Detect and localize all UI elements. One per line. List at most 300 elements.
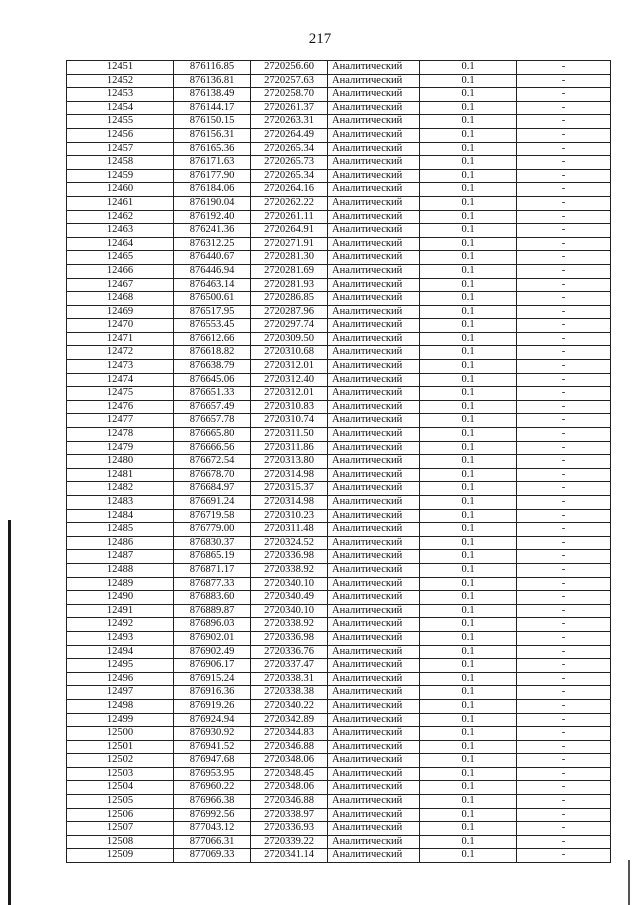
cell-coord-y: 2720348.45	[251, 767, 328, 781]
cell-coord-y: 2720271.91	[251, 237, 328, 251]
cell-point-number: 12500	[67, 727, 174, 741]
table-row	[67, 604, 611, 618]
cell-method: Аналитический	[328, 88, 420, 102]
cell-note: -	[517, 169, 611, 183]
cell-point-number: 12485	[67, 523, 174, 537]
cell-coord-x: 876312.25	[174, 237, 251, 251]
cell-point-number: 12452	[67, 74, 174, 88]
cell-method: Аналитический	[328, 509, 420, 523]
cell-accuracy: 0.1	[420, 305, 517, 319]
table-row	[67, 237, 611, 251]
cell-coord-x: 876177.90	[174, 169, 251, 183]
cell-accuracy: 0.1	[420, 509, 517, 523]
cell-coord-x: 876440.67	[174, 251, 251, 265]
cell-point-number: 12492	[67, 618, 174, 632]
cell-method: Аналитический	[328, 727, 420, 741]
cell-note: -	[517, 251, 611, 265]
cell-coord-x: 876116.85	[174, 61, 251, 75]
cell-point-number: 12509	[67, 849, 174, 863]
cell-coord-y: 2720310.23	[251, 509, 328, 523]
cell-accuracy: 0.1	[420, 849, 517, 863]
cell-coord-x: 876666.56	[174, 441, 251, 455]
cell-note: -	[517, 713, 611, 727]
table-row	[67, 292, 611, 306]
table-row	[67, 468, 611, 482]
cell-accuracy: 0.1	[420, 754, 517, 768]
cell-point-number: 12453	[67, 88, 174, 102]
cell-coord-y: 2720313.80	[251, 455, 328, 469]
cell-coord-y: 2720348.06	[251, 754, 328, 768]
cell-note: -	[517, 61, 611, 75]
cell-point-number: 12484	[67, 509, 174, 523]
cell-point-number: 12482	[67, 482, 174, 496]
cell-point-number: 12456	[67, 128, 174, 142]
cell-method: Аналитический	[328, 699, 420, 713]
cell-coord-y: 2720262.22	[251, 196, 328, 210]
cell-point-number: 12489	[67, 577, 174, 591]
cell-coord-y: 2720339.22	[251, 835, 328, 849]
cell-note: -	[517, 835, 611, 849]
table-row	[67, 781, 611, 795]
cell-method: Аналитический	[328, 414, 420, 428]
cell-point-number: 12488	[67, 563, 174, 577]
cell-coord-y: 2720315.37	[251, 482, 328, 496]
table-row	[67, 400, 611, 414]
cell-coord-y: 2720265.34	[251, 142, 328, 156]
cell-accuracy: 0.1	[420, 795, 517, 809]
table-row	[67, 169, 611, 183]
table-row	[67, 808, 611, 822]
table-row	[67, 278, 611, 292]
cell-coord-y: 2720261.37	[251, 101, 328, 115]
cell-coord-y: 2720336.93	[251, 822, 328, 836]
cell-coord-x: 876877.33	[174, 577, 251, 591]
cell-accuracy: 0.1	[420, 115, 517, 129]
cell-method: Аналитический	[328, 428, 420, 442]
cell-coord-y: 2720342.89	[251, 713, 328, 727]
cell-accuracy: 0.1	[420, 210, 517, 224]
table-row	[67, 645, 611, 659]
cell-accuracy: 0.1	[420, 264, 517, 278]
cell-coord-y: 2720281.93	[251, 278, 328, 292]
cell-accuracy: 0.1	[420, 659, 517, 673]
cell-point-number: 12496	[67, 672, 174, 686]
cell-note: -	[517, 156, 611, 170]
cell-accuracy: 0.1	[420, 400, 517, 414]
cell-coord-x: 876871.17	[174, 563, 251, 577]
cell-coord-y: 2720336.98	[251, 550, 328, 564]
cell-point-number: 12491	[67, 604, 174, 618]
cell-coord-y: 2720341.14	[251, 849, 328, 863]
coordinates-table	[66, 60, 611, 863]
cell-note: -	[517, 400, 611, 414]
cell-coord-y: 2720265.34	[251, 169, 328, 183]
cell-method: Аналитический	[328, 740, 420, 754]
cell-coord-y: 2720312.40	[251, 373, 328, 387]
cell-note: -	[517, 849, 611, 863]
cell-point-number: 12455	[67, 115, 174, 129]
cell-coord-x: 876941.52	[174, 740, 251, 754]
cell-note: -	[517, 88, 611, 102]
cell-note: -	[517, 767, 611, 781]
cell-note: -	[517, 686, 611, 700]
cell-accuracy: 0.1	[420, 414, 517, 428]
cell-accuracy: 0.1	[420, 550, 517, 564]
cell-coord-y: 2720314.98	[251, 468, 328, 482]
cell-method: Аналитический	[328, 251, 420, 265]
cell-note: -	[517, 699, 611, 713]
cell-coord-y: 2720310.68	[251, 346, 328, 360]
cell-point-number: 12494	[67, 645, 174, 659]
cell-point-number: 12499	[67, 713, 174, 727]
cell-note: -	[517, 509, 611, 523]
cell-point-number: 12459	[67, 169, 174, 183]
cell-note: -	[517, 278, 611, 292]
cell-method: Аналитический	[328, 156, 420, 170]
table-row	[67, 577, 611, 591]
cell-method: Аналитический	[328, 61, 420, 75]
cell-point-number: 12471	[67, 332, 174, 346]
cell-note: -	[517, 795, 611, 809]
cell-point-number: 12486	[67, 536, 174, 550]
cell-accuracy: 0.1	[420, 142, 517, 156]
table-row	[67, 455, 611, 469]
cell-accuracy: 0.1	[420, 278, 517, 292]
cell-point-number: 12475	[67, 387, 174, 401]
cell-note: -	[517, 618, 611, 632]
cell-accuracy: 0.1	[420, 835, 517, 849]
cell-note: -	[517, 441, 611, 455]
cell-coord-x: 876966.38	[174, 795, 251, 809]
cell-method: Аналитический	[328, 468, 420, 482]
cell-coord-x: 876156.31	[174, 128, 251, 142]
cell-method: Аналитический	[328, 169, 420, 183]
cell-note: -	[517, 523, 611, 537]
cell-method: Аналитический	[328, 210, 420, 224]
cell-point-number: 12468	[67, 292, 174, 306]
cell-coord-y: 2720338.92	[251, 618, 328, 632]
cell-point-number: 12458	[67, 156, 174, 170]
cell-note: -	[517, 563, 611, 577]
cell-accuracy: 0.1	[420, 781, 517, 795]
cell-coord-x: 876883.60	[174, 591, 251, 605]
cell-coord-x: 876915.24	[174, 672, 251, 686]
cell-accuracy: 0.1	[420, 387, 517, 401]
cell-accuracy: 0.1	[420, 645, 517, 659]
cell-method: Аналитический	[328, 618, 420, 632]
table-row	[67, 822, 611, 836]
cell-coord-x: 876672.54	[174, 455, 251, 469]
cell-note: -	[517, 754, 611, 768]
coordinates-table-container	[66, 60, 610, 863]
cell-accuracy: 0.1	[420, 101, 517, 115]
table-row	[67, 88, 611, 102]
table-row	[67, 210, 611, 224]
cell-method: Аналитический	[328, 237, 420, 251]
table-row	[67, 360, 611, 374]
cell-coord-y: 2720338.38	[251, 686, 328, 700]
cell-point-number: 12472	[67, 346, 174, 360]
cell-point-number: 12501	[67, 740, 174, 754]
cell-note: -	[517, 781, 611, 795]
table-row	[67, 754, 611, 768]
table-row	[67, 346, 611, 360]
cell-coord-y: 2720261.11	[251, 210, 328, 224]
cell-accuracy: 0.1	[420, 699, 517, 713]
table-row	[67, 115, 611, 129]
table-row	[67, 659, 611, 673]
cell-point-number: 12502	[67, 754, 174, 768]
cell-method: Аналитический	[328, 101, 420, 115]
cell-note: -	[517, 428, 611, 442]
cell-note: -	[517, 128, 611, 142]
cell-point-number: 12460	[67, 183, 174, 197]
cell-method: Аналитический	[328, 754, 420, 768]
cell-method: Аналитический	[328, 128, 420, 142]
cell-coord-y: 2720297.74	[251, 319, 328, 333]
cell-coord-y: 2720258.70	[251, 88, 328, 102]
cell-coord-x: 876612.66	[174, 332, 251, 346]
cell-note: -	[517, 101, 611, 115]
table-row	[67, 740, 611, 754]
cell-method: Аналитический	[328, 686, 420, 700]
cell-coord-x: 876241.36	[174, 224, 251, 238]
table-row	[67, 305, 611, 319]
cell-coord-x: 876960.22	[174, 781, 251, 795]
cell-accuracy: 0.1	[420, 672, 517, 686]
cell-accuracy: 0.1	[420, 563, 517, 577]
cell-coord-y: 2720346.88	[251, 740, 328, 754]
table-row	[67, 591, 611, 605]
cell-note: -	[517, 74, 611, 88]
cell-point-number: 12493	[67, 631, 174, 645]
cell-point-number: 12466	[67, 264, 174, 278]
table-body	[67, 61, 611, 863]
cell-method: Аналитический	[328, 387, 420, 401]
cell-accuracy: 0.1	[420, 441, 517, 455]
cell-note: -	[517, 264, 611, 278]
cell-coord-x: 876953.95	[174, 767, 251, 781]
cell-coord-y: 2720312.01	[251, 360, 328, 374]
table-row	[67, 727, 611, 741]
cell-coord-y: 2720346.88	[251, 795, 328, 809]
table-row	[67, 699, 611, 713]
table-row	[67, 128, 611, 142]
cell-coord-y: 2720263.31	[251, 115, 328, 129]
table-row	[67, 264, 611, 278]
cell-coord-x: 877043.12	[174, 822, 251, 836]
cell-coord-x: 876830.37	[174, 536, 251, 550]
cell-accuracy: 0.1	[420, 523, 517, 537]
cell-method: Аналитический	[328, 563, 420, 577]
cell-method: Аналитический	[328, 849, 420, 863]
cell-coord-x: 876919.26	[174, 699, 251, 713]
cell-coord-x: 876719.58	[174, 509, 251, 523]
cell-coord-x: 876657.49	[174, 400, 251, 414]
cell-note: -	[517, 196, 611, 210]
cell-note: -	[517, 387, 611, 401]
cell-coord-x: 876678.70	[174, 468, 251, 482]
cell-coord-y: 2720311.48	[251, 523, 328, 537]
table-row	[67, 332, 611, 346]
table-row	[67, 183, 611, 197]
cell-accuracy: 0.1	[420, 156, 517, 170]
cell-coord-x: 876779.00	[174, 523, 251, 537]
cell-coord-y: 2720265.73	[251, 156, 328, 170]
cell-point-number: 12498	[67, 699, 174, 713]
cell-coord-x: 876902.49	[174, 645, 251, 659]
cell-coord-x: 876192.40	[174, 210, 251, 224]
cell-accuracy: 0.1	[420, 686, 517, 700]
cell-point-number: 12462	[67, 210, 174, 224]
cell-coord-y: 2720286.85	[251, 292, 328, 306]
cell-point-number: 12478	[67, 428, 174, 442]
cell-method: Аналитический	[328, 196, 420, 210]
table-row	[67, 672, 611, 686]
cell-method: Аналитический	[328, 441, 420, 455]
cell-coord-x: 876165.36	[174, 142, 251, 156]
cell-note: -	[517, 591, 611, 605]
cell-accuracy: 0.1	[420, 196, 517, 210]
cell-point-number: 12465	[67, 251, 174, 265]
cell-point-number: 12451	[67, 61, 174, 75]
cell-point-number: 12454	[67, 101, 174, 115]
cell-accuracy: 0.1	[420, 224, 517, 238]
cell-method: Аналитический	[328, 224, 420, 238]
cell-note: -	[517, 672, 611, 686]
cell-note: -	[517, 292, 611, 306]
cell-method: Аналитический	[328, 645, 420, 659]
cell-method: Аналитический	[328, 74, 420, 88]
cell-point-number: 12506	[67, 808, 174, 822]
cell-method: Аналитический	[328, 278, 420, 292]
cell-method: Аналитический	[328, 455, 420, 469]
table-row	[67, 319, 611, 333]
table-row	[67, 496, 611, 510]
cell-coord-x: 876930.92	[174, 727, 251, 741]
cell-point-number: 12477	[67, 414, 174, 428]
cell-coord-y: 2720312.01	[251, 387, 328, 401]
cell-coord-y: 2720257.63	[251, 74, 328, 88]
cell-coord-x: 876992.56	[174, 808, 251, 822]
cell-coord-y: 2720310.83	[251, 400, 328, 414]
cell-method: Аналитический	[328, 346, 420, 360]
cell-coord-y: 2720348.06	[251, 781, 328, 795]
table-row	[67, 523, 611, 537]
cell-coord-y: 2720336.98	[251, 631, 328, 645]
table-row	[67, 550, 611, 564]
cell-accuracy: 0.1	[420, 74, 517, 88]
cell-accuracy: 0.1	[420, 169, 517, 183]
cell-accuracy: 0.1	[420, 128, 517, 142]
cell-coord-y: 2720324.52	[251, 536, 328, 550]
cell-coord-x: 876638.79	[174, 360, 251, 374]
cell-method: Аналитический	[328, 482, 420, 496]
cell-point-number: 12481	[67, 468, 174, 482]
cell-coord-y: 2720344.83	[251, 727, 328, 741]
cell-coord-x: 877066.31	[174, 835, 251, 849]
cell-point-number: 12457	[67, 142, 174, 156]
cell-coord-y: 2720314.98	[251, 496, 328, 510]
cell-method: Аналитический	[328, 400, 420, 414]
table-row	[67, 849, 611, 863]
cell-note: -	[517, 455, 611, 469]
cell-point-number: 12503	[67, 767, 174, 781]
cell-coord-y: 2720337.47	[251, 659, 328, 673]
cell-coord-y: 2720287.96	[251, 305, 328, 319]
cell-note: -	[517, 224, 611, 238]
cell-coord-x: 876889.87	[174, 604, 251, 618]
table-row	[67, 713, 611, 727]
cell-coord-x: 876896.03	[174, 618, 251, 632]
cell-accuracy: 0.1	[420, 631, 517, 645]
cell-accuracy: 0.1	[420, 360, 517, 374]
cell-accuracy: 0.1	[420, 292, 517, 306]
cell-note: -	[517, 550, 611, 564]
cell-note: -	[517, 740, 611, 754]
cell-coord-y: 2720256.60	[251, 61, 328, 75]
cell-method: Аналитический	[328, 496, 420, 510]
cell-accuracy: 0.1	[420, 455, 517, 469]
cell-coord-x: 876924.94	[174, 713, 251, 727]
cell-note: -	[517, 482, 611, 496]
cell-method: Аналитический	[328, 550, 420, 564]
cell-note: -	[517, 604, 611, 618]
cell-method: Аналитический	[328, 536, 420, 550]
table-row	[67, 414, 611, 428]
cell-coord-x: 876691.24	[174, 496, 251, 510]
scan-margin-line-left	[8, 520, 11, 905]
cell-accuracy: 0.1	[420, 536, 517, 550]
cell-method: Аналитический	[328, 332, 420, 346]
cell-coord-x: 876684.97	[174, 482, 251, 496]
cell-method: Аналитический	[328, 835, 420, 849]
cell-coord-y: 2720281.30	[251, 251, 328, 265]
cell-note: -	[517, 332, 611, 346]
cell-accuracy: 0.1	[420, 251, 517, 265]
table-row	[67, 835, 611, 849]
cell-coord-x: 876136.81	[174, 74, 251, 88]
cell-method: Аналитический	[328, 631, 420, 645]
table-row	[67, 631, 611, 645]
cell-method: Аналитический	[328, 672, 420, 686]
cell-point-number: 12487	[67, 550, 174, 564]
table-row	[67, 61, 611, 75]
cell-coord-y: 2720340.49	[251, 591, 328, 605]
table-row	[67, 482, 611, 496]
table-row	[67, 428, 611, 442]
cell-point-number: 12463	[67, 224, 174, 238]
cell-accuracy: 0.1	[420, 767, 517, 781]
cell-method: Аналитический	[328, 808, 420, 822]
cell-coord-y: 2720340.10	[251, 577, 328, 591]
cell-method: Аналитический	[328, 591, 420, 605]
cell-note: -	[517, 237, 611, 251]
cell-coord-x: 876906.17	[174, 659, 251, 673]
table-row	[67, 142, 611, 156]
cell-method: Аналитический	[328, 781, 420, 795]
cell-method: Аналитический	[328, 115, 420, 129]
cell-point-number: 12469	[67, 305, 174, 319]
table-row	[67, 686, 611, 700]
cell-point-number: 12507	[67, 822, 174, 836]
table-row	[67, 224, 611, 238]
cell-coord-x: 876150.15	[174, 115, 251, 129]
cell-accuracy: 0.1	[420, 713, 517, 727]
table-row	[67, 373, 611, 387]
cell-coord-x: 876651.33	[174, 387, 251, 401]
cell-note: -	[517, 373, 611, 387]
